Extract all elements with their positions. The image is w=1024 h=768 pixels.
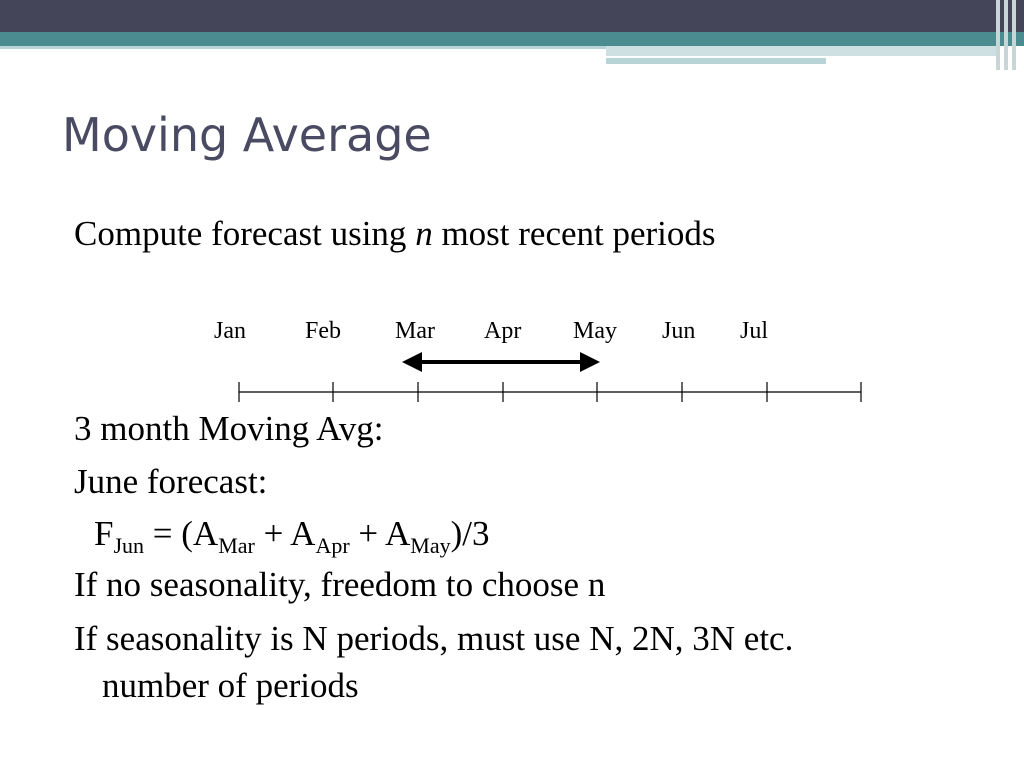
formula-f-sub: Jun — [113, 533, 145, 558]
month-label-apr: Apr — [484, 318, 522, 344]
formula-plus1: + A — [254, 514, 316, 553]
formula-tail: )/3 — [450, 514, 490, 553]
formula-apr-sub: Apr — [315, 533, 350, 558]
month-label-feb: Feb — [305, 318, 341, 344]
formula-f: F — [94, 514, 114, 553]
intro-before: Compute forecast using — [74, 214, 416, 253]
month-label-jan: Jan — [214, 318, 246, 344]
formula-eq: = (A — [144, 514, 219, 553]
intro-after: most recent periods — [432, 214, 716, 253]
formula-mar-sub: Mar — [218, 533, 255, 558]
intro-variable: n — [415, 214, 433, 253]
month-label-mar: Mar — [395, 318, 435, 344]
bullet-june-forecast: June forecast: — [74, 462, 268, 501]
formula-may-sub: May — [410, 533, 451, 558]
bullet-seasonality: If seasonality is N periods, must use N, 2N, 3N etc. — [74, 619, 794, 658]
month-label-jun: Jun — [662, 318, 696, 344]
slide-title: Moving Average — [62, 108, 432, 162]
formula-plus2: + A — [349, 514, 411, 553]
bullet-no-seasonality: If no seasonality, freedom to choose n — [74, 565, 606, 604]
month-label-may: May — [573, 318, 617, 344]
month-label-jul: Jul — [740, 318, 769, 344]
bullet-seasonality-cont: number of periods — [102, 666, 359, 705]
forecast-formula — [94, 514, 489, 558]
bullet-moving-avg: 3 month Moving Avg: — [74, 409, 384, 448]
